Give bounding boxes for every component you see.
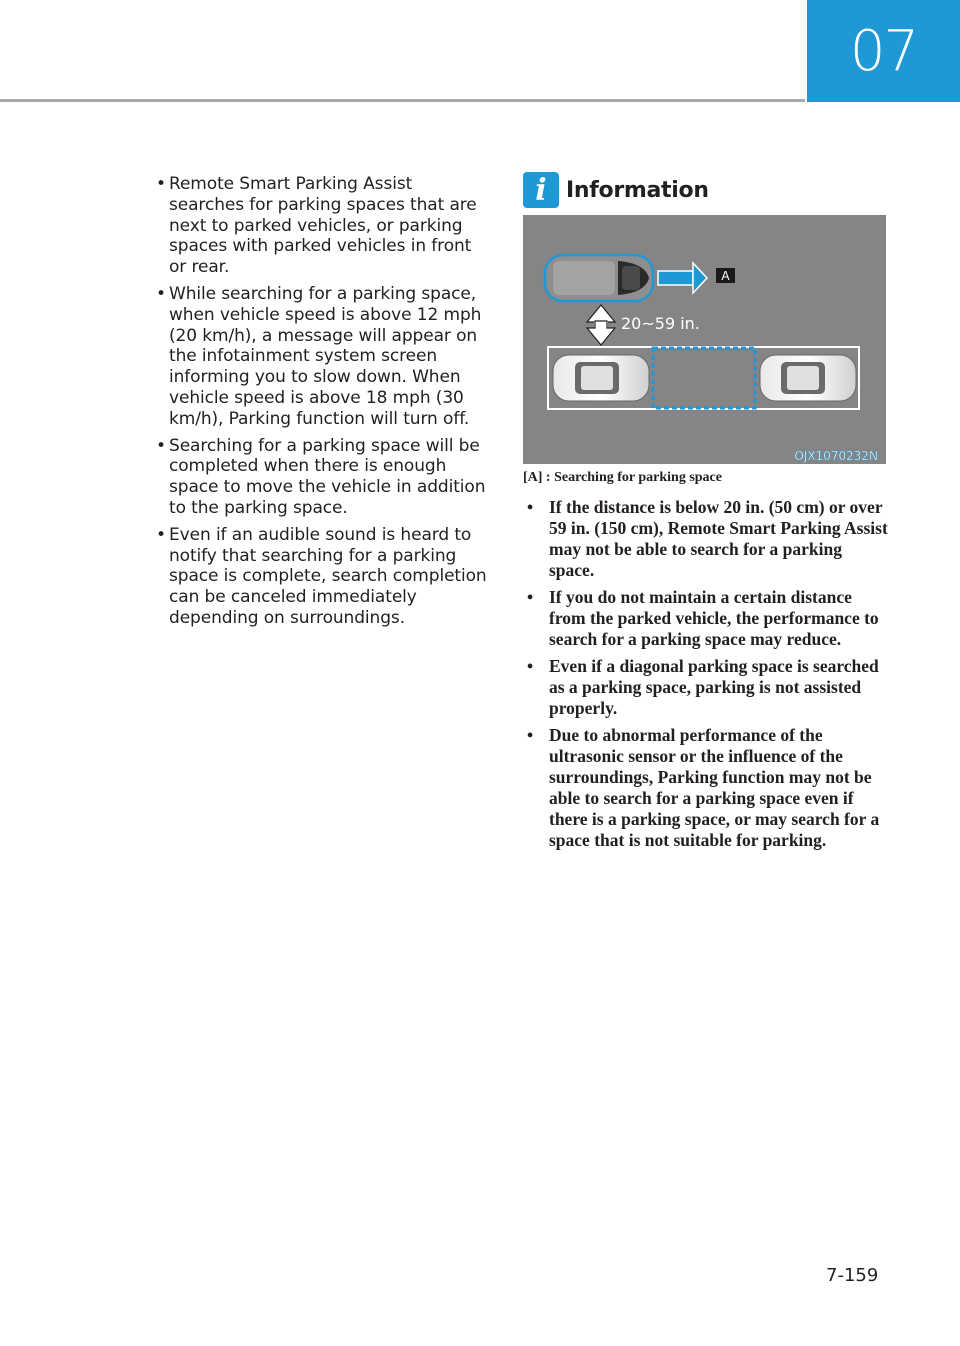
list-item-text: Due to abnormal performance of the ultrasonic sensor or the influence of the surroundings, Parking function may not be able to search for a parking space even if there is a parking space, or may search for a space that is not suitable for parking. [549, 725, 880, 850]
parking-illustration [523, 215, 886, 464]
list-item: • Even if an audible sound is heard to notify that searching for a parking space is complete, search completion can be canceled immediately depending on surroundings. [156, 524, 487, 628]
distance-arrow-icon [587, 305, 615, 345]
target-parking-space [653, 348, 755, 408]
list-item-text: While searching for a parking space, when vehicle speed is above 12 mph (20 km/h), a message will appear on the infotainment system screen informing you to slow down. When vehicle speed is above 18 mph (30 km/h), Parking function will turn off. [169, 283, 482, 429]
left-column [156, 174, 488, 635]
list-item: • Even if a diagonal parking space is searched as a parking space, parking is not assisted properly. [527, 656, 879, 718]
list-item: • Due to abnormal performance of the ultrasonic sensor or the influence of the surroundings, Parking function may not be able to search for a parking space even if there is a parking space, or may search for a space that is not suitable for parking. [527, 725, 880, 850]
parked-vehicle-right [760, 355, 856, 401]
chapter-tab: 07 [807, 0, 960, 102]
list-item-text: Remote Smart Parking Assist searches for parking spaces that are next to parked vehicles, or parking spaces with parked vehicles in front or rear. [169, 174, 477, 278]
label-a: A [721, 269, 730, 283]
information-bullet-list [523, 497, 888, 857]
figure-caption: [A] : Searching for parking space [523, 470, 722, 485]
list-item-text: Even if a diagonal parking space is searched as a parking space, parking is not assisted properly. [549, 656, 879, 718]
list-item: • Searching for a parking space will be completed when there is enough space to move the vehicle in addition to the parking space. [156, 435, 486, 518]
list-item-text: Even if an audible sound is heard to notify that searching for a parking space is complete, search completion can be canceled immediately depending on surroundings. [169, 524, 487, 628]
left-bullet-list [156, 174, 488, 629]
list-item: • Remote Smart Parking Assist searches for parking spaces that are next to parked vehicles, or parking spaces with parked vehicles in front or rear. [156, 174, 477, 278]
searching-vehicle [545, 255, 653, 301]
direction-arrow-icon [658, 263, 707, 293]
page-number: 7-159 [826, 1265, 879, 1286]
list-item-text: If the distance is below 20 in. (50 cm) or over 59 in. (150 cm), Remote Smart Parking Assist may not be able to search for a parking space. [549, 497, 888, 580]
info-icon: i [523, 172, 559, 208]
information-heading [523, 172, 709, 208]
header-rule [0, 99, 805, 102]
list-item: • If the distance is below 20 in. (50 cm) or over 59 in. (150 cm), Remote Smart Parking Assist may not be able to search for a parking space. [527, 497, 888, 580]
list-item: • If you do not maintain a certain distance from the parked vehicle, the performance to search for a parking space may reduce. [527, 587, 879, 649]
list-item: • While searching for a parking space, when vehicle speed is above 12 mph (20 km/h), a message will appear on the infotainment system screen informing you to slow down. When vehicle speed is above 18 mph (30 km/h), Parking function will turn off. [156, 283, 482, 429]
information-title: Information [566, 177, 709, 203]
list-item-text: Searching for a parking space will be completed when there is enough space to move the vehicle in addition to the parking space. [169, 435, 486, 518]
parking-diagram [523, 215, 886, 464]
distance-label: 20~59 in. [621, 314, 700, 333]
list-item-text: If you do not maintain a certain distance from the parked vehicle, the performance to search for a parking space may reduce. [549, 587, 879, 649]
figure-code: OJX1070232N [794, 449, 878, 463]
parked-vehicle-left [553, 355, 649, 401]
